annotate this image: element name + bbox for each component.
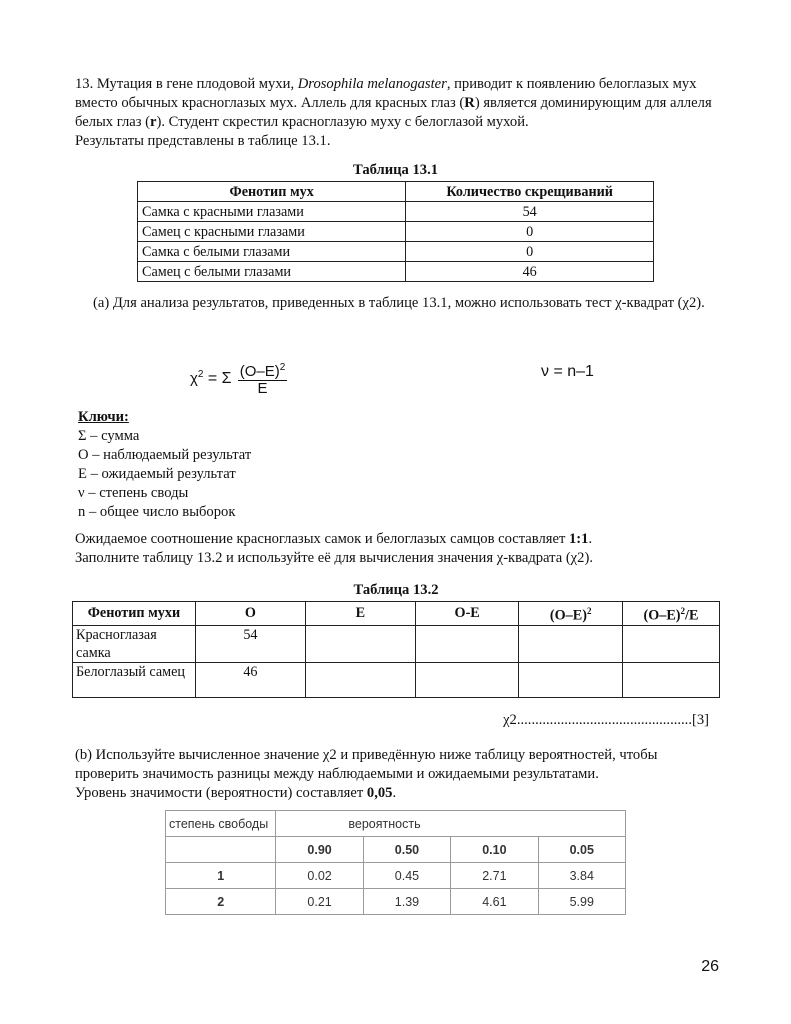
table-cell: 1 [166, 863, 276, 889]
table-cell: Самец с белыми глазами [138, 262, 406, 282]
intro-text: , приводит к появлению белоглазых мух вместо обычных красноглазых мух. Аллель для красных глаз ( [75, 76, 697, 111]
formula-denominator: E [257, 380, 268, 397]
table-header [622, 602, 719, 626]
part-b-text [75, 746, 725, 803]
table-row [138, 222, 654, 242]
table-cell: 54 [406, 202, 654, 222]
table-row [138, 202, 654, 222]
expected-punct: . [588, 531, 593, 547]
table-header-row [138, 182, 654, 202]
table-header: E [305, 602, 415, 626]
table-row [138, 262, 654, 282]
table-cell: 0.21 [276, 889, 363, 915]
formula-sigma: = Σ [203, 370, 232, 387]
table-row [73, 625, 720, 662]
degrees-formula: ν = n–1 [541, 363, 594, 380]
allele-recessive: r [150, 114, 157, 130]
table2 [72, 601, 720, 698]
table-header: Фенотип мух [138, 182, 406, 202]
keys-heading: Ключи: [78, 409, 129, 425]
table-row [73, 662, 720, 697]
intro-text: Мутация в гене плодовой мухи, [96, 76, 295, 92]
expected-text [75, 530, 725, 568]
table-cell: 54 [195, 625, 305, 662]
table-cell: 0.02 [276, 863, 363, 889]
part-b-line: (b) Используйте вычисленное значение χ2 и приведённую ниже таблицу вероятностей, чтобы [75, 747, 658, 763]
table-cell: 0.10 [451, 837, 538, 863]
answer-cell[interactable] [622, 625, 719, 662]
chi-label: χ2 [503, 712, 517, 728]
table-row [166, 889, 626, 915]
expected-ratio: 1:1 [568, 531, 589, 547]
header-text: /E [685, 607, 699, 624]
table-header: O [195, 602, 305, 626]
table-row [138, 242, 654, 262]
significance-level: 0,05 [366, 785, 393, 801]
header-text: (O–E) [643, 607, 681, 624]
part-a-text: (а) Для анализа результатов, приведенных в таблице 13.1, можно использовать тест χ-квадрат (χ2). [93, 295, 705, 311]
answer-cell[interactable] [519, 625, 623, 662]
table-header: степень свободы [166, 811, 276, 837]
answer-cell[interactable] [622, 662, 719, 697]
answer-cell[interactable] [519, 662, 623, 697]
table-row [166, 837, 626, 863]
part-b-line: Уровень значимости (вероятности) составляет [75, 785, 367, 801]
key-item: O – наблюдаемый результат [78, 447, 252, 463]
header-sup: 2 [680, 606, 686, 616]
question-intro [75, 75, 725, 151]
table-cell: 0.50 [363, 837, 450, 863]
table-cell: 0.90 [276, 837, 363, 863]
key-item: n – общее число выборок [78, 504, 236, 520]
formula-chi: χ [190, 370, 198, 387]
key-item: Σ – сумма [78, 428, 140, 444]
keys-block [78, 408, 478, 522]
table-header: вероятность [276, 811, 626, 837]
table-header [519, 602, 623, 626]
table-header-row [73, 602, 720, 626]
table-header: Количество скрещиваний [406, 182, 654, 202]
table-cell: 4.61 [451, 889, 538, 915]
table-cell: 46 [406, 262, 654, 282]
table-header-row [166, 811, 626, 837]
table-cell: Самка с белыми глазами [138, 242, 406, 262]
formula-num-sup: 2 [279, 362, 286, 373]
table2-caption: Таблица 13.2 [353, 582, 439, 598]
formula-sup: 2 [197, 369, 204, 380]
intro-text: Результаты представлены в таблице 13.1. [75, 133, 331, 149]
table-cell: 0 [406, 222, 654, 242]
key-item: ν – степень своды [78, 485, 189, 501]
intro-text: ) является доминирующим для аллеля белых глаз ( [75, 95, 712, 130]
table-cell: Красноглазая самка [73, 625, 196, 662]
formula-numerator: (O–E) [239, 363, 280, 380]
chi-answer-line[interactable] [503, 711, 709, 730]
intro-text: ). Студент скрестил красноглазую муху с белоглазой мухой. [156, 114, 529, 130]
table-cell: 1.39 [363, 889, 450, 915]
table-cell: 2 [166, 889, 276, 915]
answer-cell[interactable] [305, 662, 415, 697]
table-cell: 46 [195, 662, 305, 697]
table-cell: Самец с красными глазами [138, 222, 406, 242]
table1 [137, 181, 654, 282]
header-sup: 2 [586, 606, 592, 616]
allele-dominant: R [464, 95, 475, 111]
answer-cell[interactable] [415, 662, 519, 697]
table-header: O-E [415, 602, 519, 626]
part-b-punct: . [392, 785, 397, 801]
probability-table [165, 810, 626, 915]
table-cell: 0.05 [538, 837, 625, 863]
table-cell: Самка с красными глазами [138, 202, 406, 222]
table-cell: 0.45 [363, 863, 450, 889]
table-cell: 5.99 [538, 889, 625, 915]
chi-square-formula [190, 360, 287, 397]
expected-line2: Заполните таблицу 13.2 и используйте её для вычисления значения χ-квадрата (χ2). [75, 550, 593, 566]
table-cell: Белоглазый самец [73, 662, 196, 697]
marks: [3] [691, 712, 709, 728]
table-row [166, 863, 626, 889]
answer-dots[interactable]: ................................................ [516, 712, 692, 728]
question-number: 13. [75, 76, 94, 92]
table1-caption: Таблица 13.1 [352, 162, 439, 178]
table-cell [166, 837, 276, 863]
table-cell: 2.71 [451, 863, 538, 889]
part-b-line: проверить значимость разницы между наблюдаемыми и ожидаемыми результатами. [75, 766, 599, 782]
page-number: 26 [701, 958, 719, 975]
table-cell: 0 [406, 242, 654, 262]
header-text: (O–E) [549, 607, 587, 624]
key-item: E – ожидаемый результат [78, 466, 236, 482]
answer-cell[interactable] [305, 625, 415, 662]
expected-line1: Ожидаемое соотношение красноглазых самок и белоглазых самцов составляет [75, 531, 569, 547]
species-name: Drosophila melanogaster [297, 76, 447, 92]
answer-cell[interactable] [415, 625, 519, 662]
table-header: Фенотип мухи [73, 602, 196, 626]
table-cell: 3.84 [538, 863, 625, 889]
